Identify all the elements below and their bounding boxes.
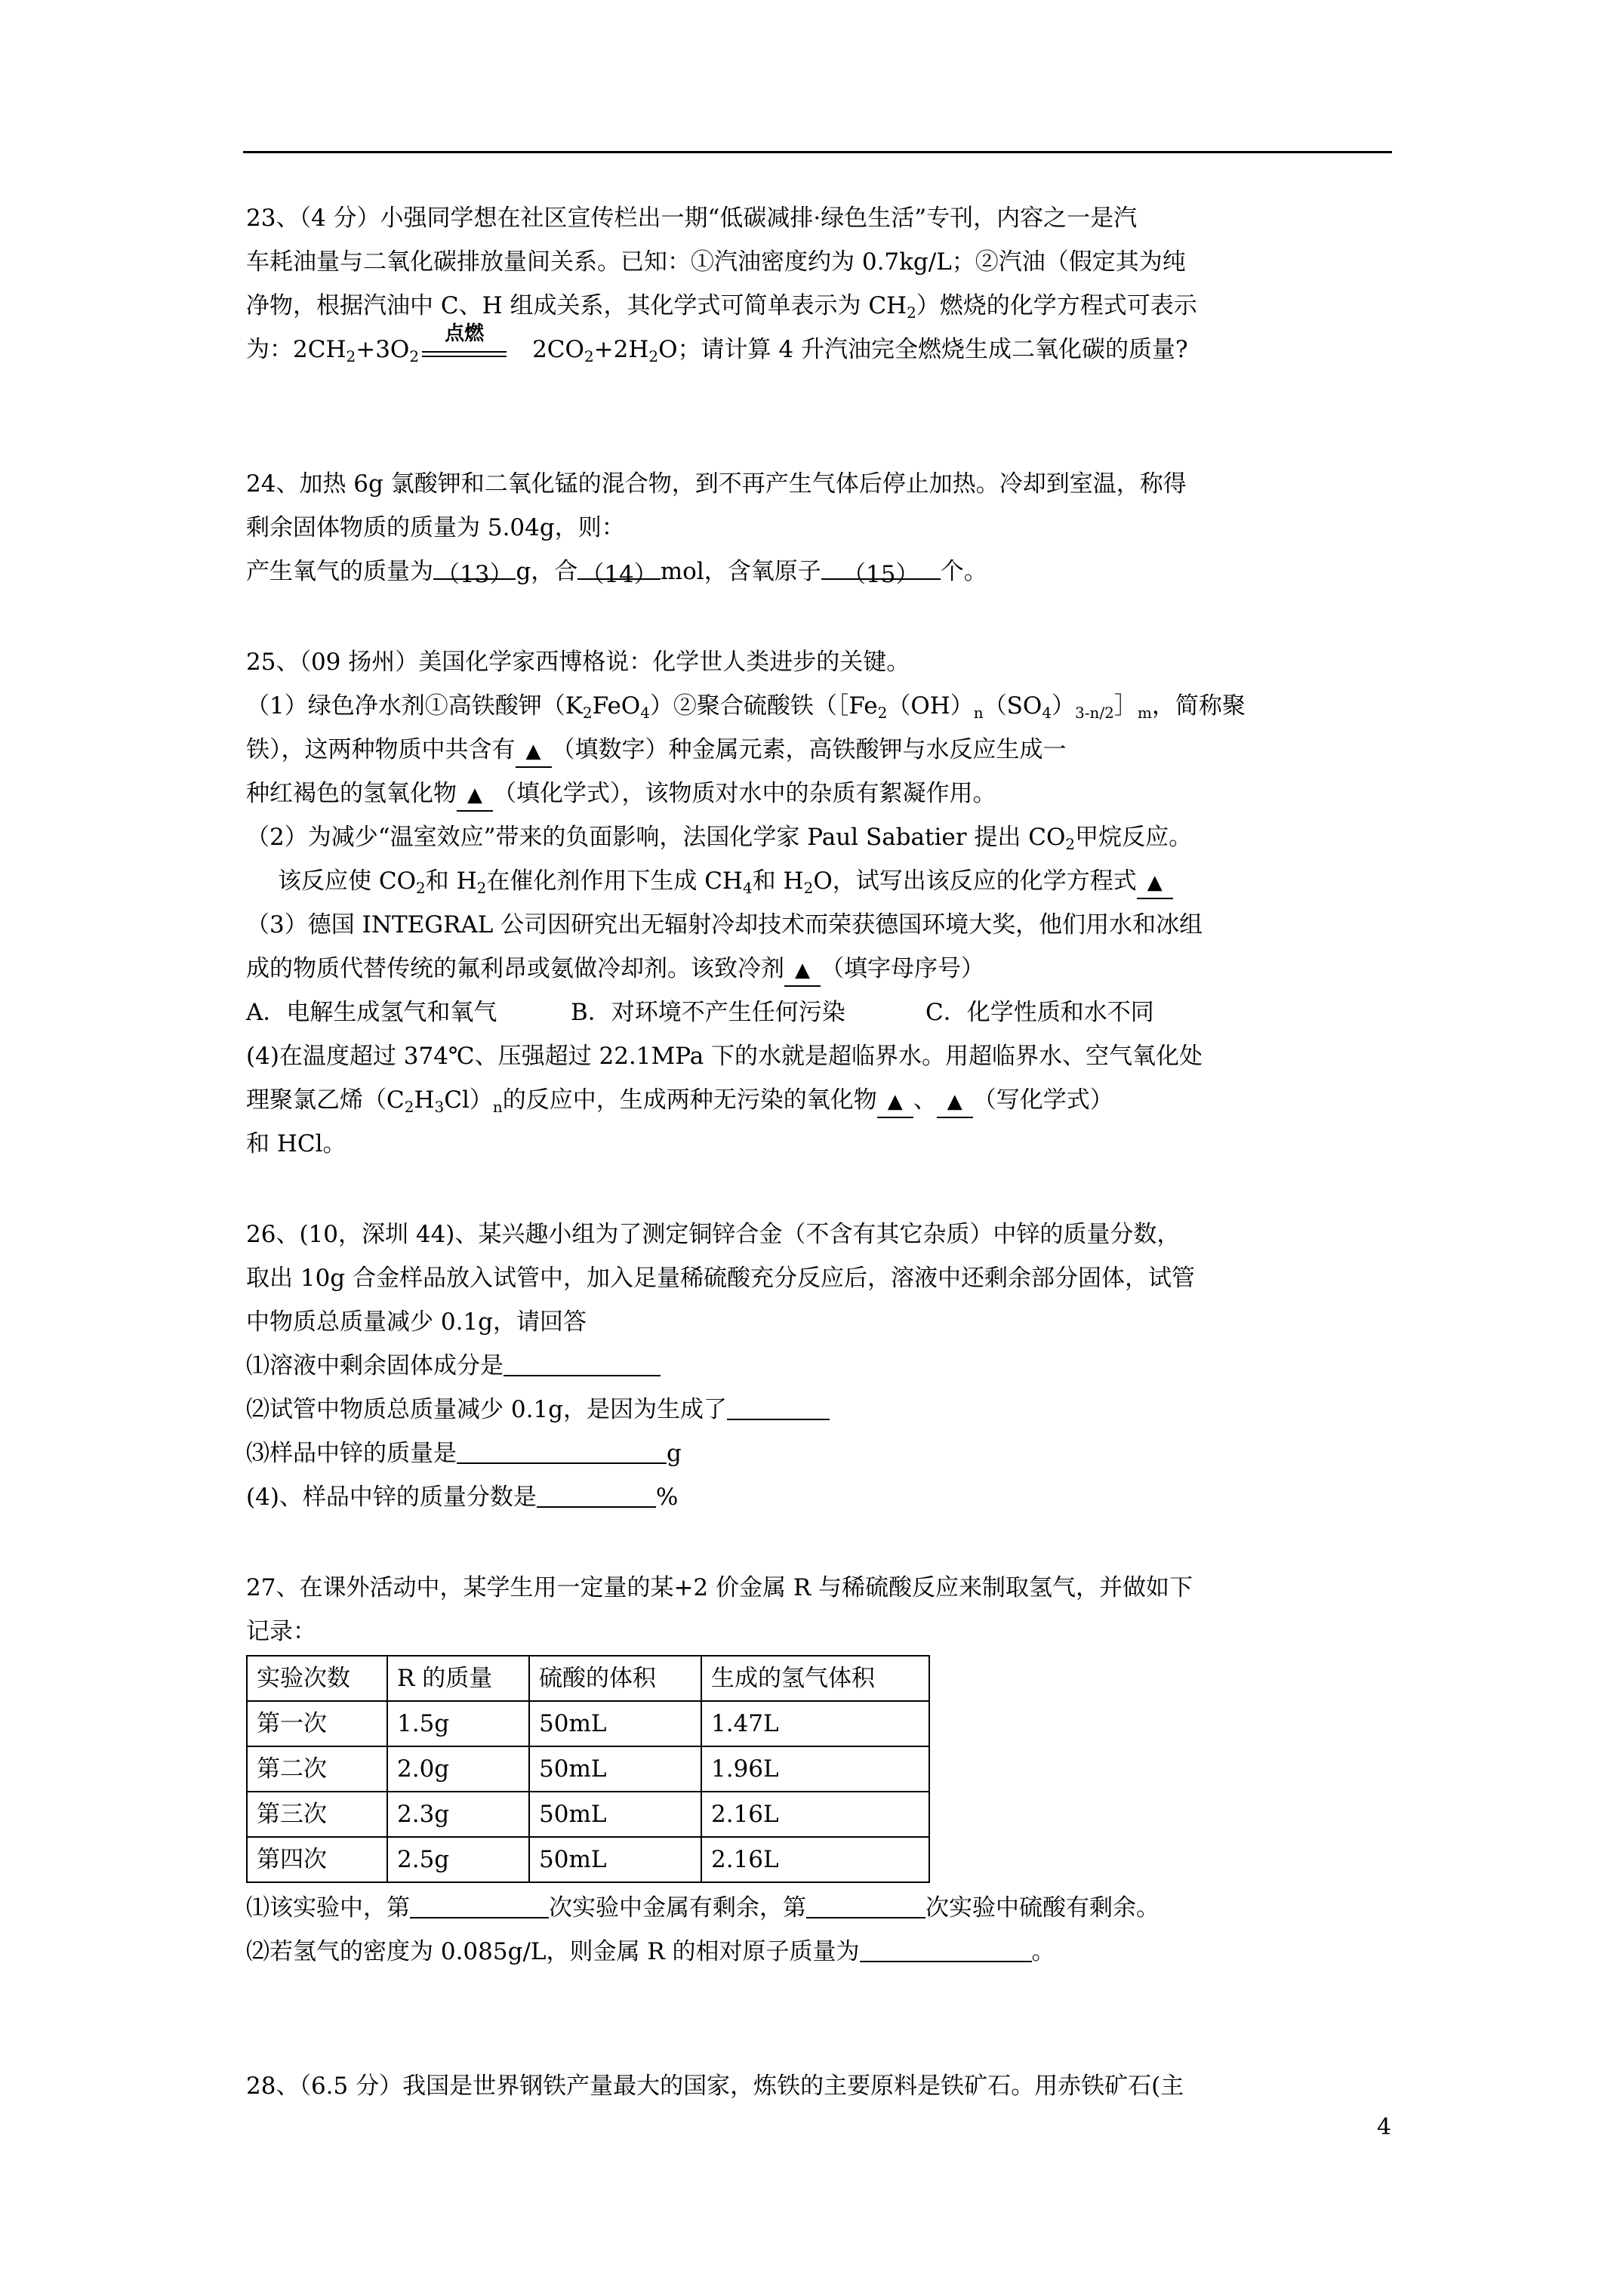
q23-equation-line: 为：$2CH_2+3O_2$ 点燃 $2CO_2+2H_2O$；请计算 4 升汽油完全燃烧生成二氧化碳的质量? bbox=[246, 322, 1188, 365]
answer-blank: ▲ bbox=[516, 736, 552, 768]
q25-line-4: 种红褐色的氢氧化物 ▲ （填化学式），该物质对水中的杂质有絮凝作用。 bbox=[246, 772, 1394, 815]
table-row bbox=[247, 1746, 929, 1792]
q27-sub-2: ⑵若氢气的密度为 0.085g/L，则金属 R 的相对原子质量为 。 bbox=[246, 1930, 1394, 1974]
q23-line-1: 23、（4 分）小强同学想在社区宣传栏出一期“低碳减排·绿色生活”专刊，内容之一是汽 bbox=[246, 205, 1138, 232]
answer-blank: ▲ bbox=[877, 1086, 913, 1118]
answer-blank bbox=[504, 1349, 661, 1376]
table-header-cell: 硫酸的体积 bbox=[529, 1656, 701, 1701]
reaction-condition: 点燃 bbox=[422, 333, 507, 357]
experiment-table bbox=[246, 1655, 930, 1883]
answer-blank: ▲ bbox=[457, 780, 493, 812]
answer-blank: ▲ bbox=[937, 1086, 973, 1118]
header-rule bbox=[243, 151, 1392, 153]
table-cell: 第四次 bbox=[247, 1837, 387, 1882]
q24-line-2: 剩余固体物质的质量为 5.04g，则： bbox=[246, 514, 625, 541]
q27-line-1: 27、在课外活动中，某学生用一定量的某+2 价金属 R 与稀硫酸反应来制取氢气，并做如下 bbox=[246, 1574, 1193, 1601]
table-header-row bbox=[247, 1656, 929, 1701]
q25-line-10: (4)在温度超过 374℃、压强超过 22.1MPa 下的水就是超临界水。用超临界水、空气氧化处 bbox=[246, 1043, 1203, 1070]
answer-blank: ▲ bbox=[1137, 868, 1173, 899]
q24-line-3: 产生氧气的质量为 （13） g，合 （14） mol，含氧原子 （15） 个。 bbox=[246, 550, 1394, 593]
table-header-cell: 生成的氢气体积 bbox=[701, 1656, 929, 1701]
option-c: C．化学性质和水不同 bbox=[925, 999, 1154, 1026]
page-number: 4 bbox=[1377, 2114, 1392, 2140]
table-cell: 1.96L bbox=[701, 1746, 929, 1792]
q25-line-11: 理聚氯乙烯$(C_2H_3Cl)_n$的反应中，生成两种无污染的氧化物 ▲ 、 ▲ （写化学式） bbox=[246, 1078, 1394, 1122]
table-header-cell: 实验次数 bbox=[247, 1656, 387, 1701]
table-cell: 第一次 bbox=[247, 1701, 387, 1746]
option-b: B．对环境不产生任何污染 bbox=[571, 999, 845, 1026]
blank-14: （14） bbox=[577, 553, 660, 580]
q25-line-6: 该反应使 $CO_2$和 $H_2$在催化剂作用下生成 $CH_4$和 $H_2O$，试写出该反应的化学方程式 ▲ bbox=[246, 859, 1394, 903]
table-cell: 2.3g bbox=[387, 1792, 529, 1837]
table-cell: 1.5g bbox=[387, 1701, 529, 1746]
q26-sub-3: ⑶样品中锌的质量是 g bbox=[246, 1432, 1394, 1475]
table-row bbox=[247, 1792, 929, 1837]
table-cell: 2.0g bbox=[387, 1746, 529, 1792]
answer-blank: ▲ bbox=[784, 955, 821, 987]
table-cell: 50mL bbox=[529, 1792, 701, 1837]
question-24 bbox=[246, 462, 1394, 593]
blank-15: （15） bbox=[821, 553, 941, 580]
blank-13: （13） bbox=[433, 553, 516, 580]
q26-line-1: 26、(10，深圳 44)、某兴趣小组为了测定铜锌合金（不含有其它杂质）中锌的质量分数， bbox=[246, 1221, 1181, 1248]
table-cell: 2.16L bbox=[701, 1792, 929, 1837]
q23-line-3: 净物，根据汽油中 C、H 组成关系，其化学式可简单表示为 $CH_2$）燃烧的化学方程式可表示 bbox=[246, 292, 1197, 322]
table-cell: 50mL bbox=[529, 1746, 701, 1792]
q26-sub-4: (4)、样品中锌的质量分数是 % bbox=[246, 1475, 1394, 1519]
question-23 bbox=[246, 196, 1394, 371]
table-row bbox=[247, 1701, 929, 1746]
option-a: A．电解生成氢气和氧气 bbox=[246, 999, 497, 1026]
table-cell: 1.47L bbox=[701, 1701, 929, 1746]
table-row bbox=[247, 1837, 929, 1882]
table-cell: 2.5g bbox=[387, 1837, 529, 1882]
table-cell: 第二次 bbox=[247, 1746, 387, 1792]
q27-sub-1: ⑴该实验中，第 次实验中金属有剩余，第 次实验中硫酸有剩余。 bbox=[246, 1886, 1394, 1930]
answer-blank bbox=[410, 1891, 549, 1918]
q25-line-7: （3）德国 INTEGRAL 公司因研究出无辐射冷却技术而荣获德国环境大奖，他们用水和冰组 bbox=[246, 911, 1203, 938]
q25-line-12: 和 HCl。 bbox=[246, 1130, 346, 1157]
table-header-cell: R 的质量 bbox=[387, 1656, 529, 1701]
table-cell: 50mL bbox=[529, 1837, 701, 1882]
answer-blank bbox=[806, 1891, 925, 1918]
q25-line-2: （1）绿色净水剂①高铁酸钾$(K_2FeO_4)②$聚合硫酸铁（$[Fe_2(OH)_n(SO_4)_{3-n/2}]_m$，简称聚 bbox=[246, 692, 1246, 722]
table-cell: 第三次 bbox=[247, 1792, 387, 1837]
q25-line-1: 25、（09 扬州）美国化学家西博格说：化学世人类进步的关键。 bbox=[246, 649, 910, 676]
q23-line-2: 车耗油量与二氧化碳排放量间关系。已知：①汽油密度约为 0.7kg/L；②汽油（假定其为纯 bbox=[246, 248, 1186, 276]
question-28 bbox=[246, 2064, 1394, 2108]
table-cell: 2.16L bbox=[701, 1837, 929, 1882]
q26-sub-2: ⑵试管中物质总质量减少 0.1g，是因为生成了 bbox=[246, 1388, 1394, 1432]
question-27 bbox=[246, 1566, 1394, 1974]
q27-line-2: 记录： bbox=[246, 1618, 316, 1645]
answer-blank bbox=[537, 1481, 656, 1508]
q26-sub-1: ⑴溶液中剩余固体成分是 bbox=[246, 1344, 1394, 1388]
page-body bbox=[246, 196, 1394, 2108]
q25-line-5: （2）为减少“温室效应”带来的负面影响，法国化学家 Paul Sabatier 提出 $CO_2$甲烷反应。 bbox=[246, 824, 1193, 853]
question-25 bbox=[246, 640, 1394, 1166]
table-cell: 50mL bbox=[529, 1701, 701, 1746]
q25-line-8: 成的物质代替传统的氟利昂或氨做冷却剂。该致冷剂 ▲ （填字母序号） bbox=[246, 947, 1394, 991]
q28-line-1: 28、（6.5 分）我国是世界钢铁产量最大的国家，炼铁的主要原料是铁矿石。用赤铁矿石(主 bbox=[246, 2073, 1184, 2100]
q25-line-3: 铁），这两种物质中共含有 ▲ （填数字）种金属元素，高铁酸钾与水反应生成一 bbox=[246, 728, 1394, 772]
q26-line-3: 中物质总质量减少 0.1g，请回答 bbox=[246, 1308, 587, 1336]
answer-blank bbox=[727, 1393, 830, 1420]
answer-blank bbox=[860, 1935, 1032, 1962]
answer-blank bbox=[457, 1437, 667, 1464]
question-26 bbox=[246, 1213, 1394, 1519]
q25-options bbox=[246, 991, 1394, 1034]
q26-line-2: 取出 10g 合金样品放入试管中，加入足量稀硫酸充分反应后，溶液中还剩余部分固体，试管 bbox=[246, 1265, 1195, 1292]
q24-line-1: 24、加热 6g 氯酸钾和二氧化锰的混合物，到不再产生气体后停止加热。冷却到室温，称得 bbox=[246, 470, 1187, 498]
